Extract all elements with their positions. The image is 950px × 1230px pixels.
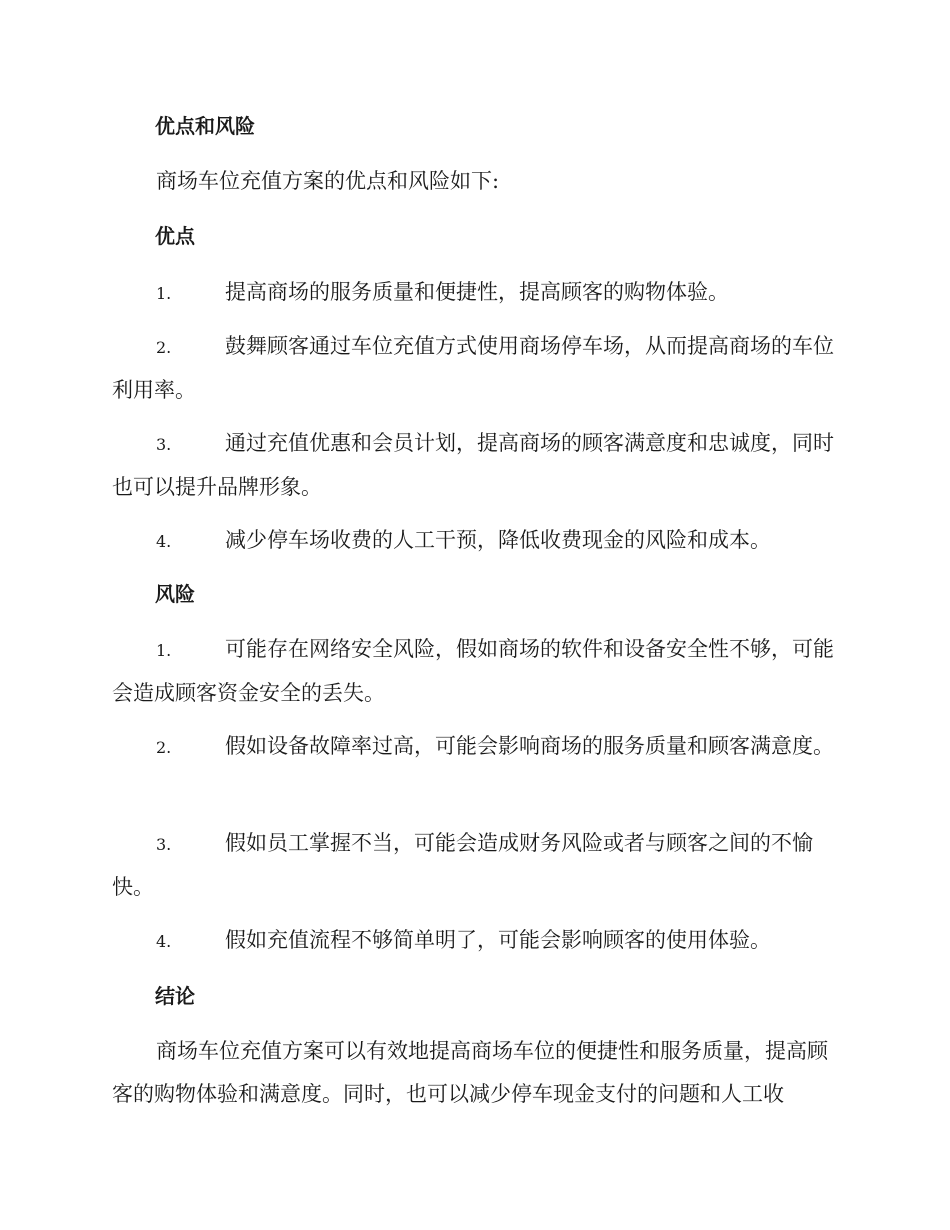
- list-item-text: 鼓舞顾客通过车位充值方式使用商场停车场，从而提高商场的车位利用率。: [112, 334, 834, 402]
- list-item-text: 假如员工掌握不当，可能会造成财务风险或者与顾客之间的不愉快。: [112, 831, 813, 899]
- list-item-text: 减少停车场收费的人工干预，降低收费现金的风险和成本。: [225, 528, 771, 552]
- risk-item-3: [112, 822, 837, 909]
- list-item-text: 提高商场的服务质量和便捷性，提高顾客的购物体验。: [225, 280, 729, 304]
- list-number: 3.: [156, 835, 172, 854]
- section-heading-conclusion: 结论: [155, 984, 195, 1008]
- list-number: 2.: [156, 338, 172, 357]
- advantage-item-1: [112, 271, 837, 315]
- list-number: 1.: [156, 641, 172, 660]
- list-number: 3.: [156, 435, 172, 454]
- list-item-text: 假如设备故障率过高，可能会影响商场的服务质量和顾客满意度。: [225, 734, 834, 758]
- advantage-item-2: [112, 325, 837, 412]
- risk-item-4: [112, 919, 837, 963]
- intro-paragraph: 商场车位充值方案的优点和风险如下:: [156, 169, 500, 193]
- list-number: 4.: [156, 932, 172, 951]
- risk-item-2: [112, 725, 837, 769]
- advantage-item-4: [112, 519, 837, 563]
- conclusion-paragraph: 商场车位充值方案可以有效地提高商场车位的便捷性和服务质量，提高顾客的购物体验和满意度。同时，也可以减少停车现金支付的问题和人工收: [112, 1039, 828, 1106]
- list-number: 4.: [156, 532, 172, 551]
- advantage-item-3: [112, 422, 837, 509]
- list-number: 2.: [156, 738, 172, 757]
- risk-item-1: [112, 628, 837, 715]
- list-item-text: 可能存在网络安全风险，假如商场的软件和设备安全性不够，可能会造成顾客资金安全的丢失。: [112, 637, 834, 705]
- section-heading-advantages: 优点: [155, 224, 195, 248]
- list-number: 1.: [156, 284, 172, 303]
- list-item-text: 假如充值流程不够简单明了，可能会影响顾客的使用体验。: [225, 928, 771, 952]
- list-item-text: 通过充值优惠和会员计划，提高商场的顾客满意度和忠诚度，同时也可以提升品牌形象。: [112, 431, 834, 499]
- section-heading-risks: 风险: [155, 582, 195, 606]
- section-heading-pros-cons: 优点和风险: [155, 114, 255, 138]
